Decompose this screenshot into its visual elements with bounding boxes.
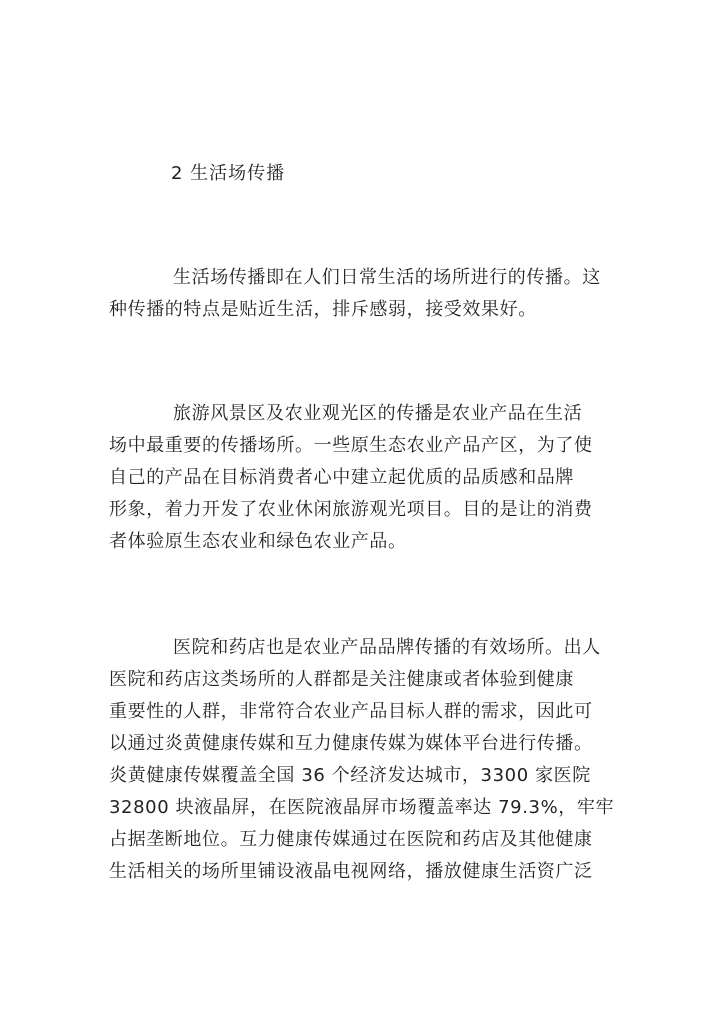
paragraph-line: 医院和药店也是农业产品品牌传播的有效场所。出人 — [173, 637, 601, 658]
paragraph-line: 种传播的特点是贴近生活，排斥感弱，接受效果好。 — [109, 299, 537, 320]
paragraph — [109, 632, 629, 888]
paragraph-line: 医院和药店这类场所的人群都是关注健康或者体验到健康 — [109, 669, 574, 690]
paragraph — [109, 398, 629, 558]
paragraph-line: 场中最重要的传播场所。一些原生态农业产品产区，为了使 — [109, 435, 593, 456]
paragraph-line: 形象，着力开发了农业休闲旅游观光项目。目的是让的消费 — [109, 499, 593, 520]
paragraph-line: 生活相关的场所里铺设液晶电视网络，播放健康生活资广泛 — [109, 861, 593, 882]
paragraph-line: 生活场传播即在人们日常生活的场所进行的传播。这 — [173, 267, 601, 288]
paragraph-line: 旅游风景区及农业观光区的传播是农业产品在生活 — [173, 403, 583, 424]
paragraph-line: 32800 块液晶屏，在医院液晶屏市场覆盖率达 79.3%，牢牢 — [109, 797, 615, 818]
paragraph-line: 自己的产品在目标消费者心中建立起优质的品质感和品牌 — [109, 467, 574, 488]
paragraph-line: 者体验原生态农业和绿色农业产品。 — [109, 531, 407, 552]
paragraph-line: 炎黄健康传媒覆盖全国 36 个经济发达城市，3300 家医院 — [109, 765, 591, 786]
section-heading: 2 生活场传播 — [171, 163, 286, 184]
paragraph-line: 以通过炎黄健康传媒和互力健康传媒为媒体平台进行传播。 — [109, 733, 593, 754]
paragraph-line: 重要性的人群，非常符合农业产品目标人群的需求，因此可 — [109, 701, 593, 722]
paragraph — [109, 262, 629, 326]
paragraph-line: 占据垄断地位。互力健康传媒通过在医院和药店及其他健康 — [109, 829, 593, 850]
